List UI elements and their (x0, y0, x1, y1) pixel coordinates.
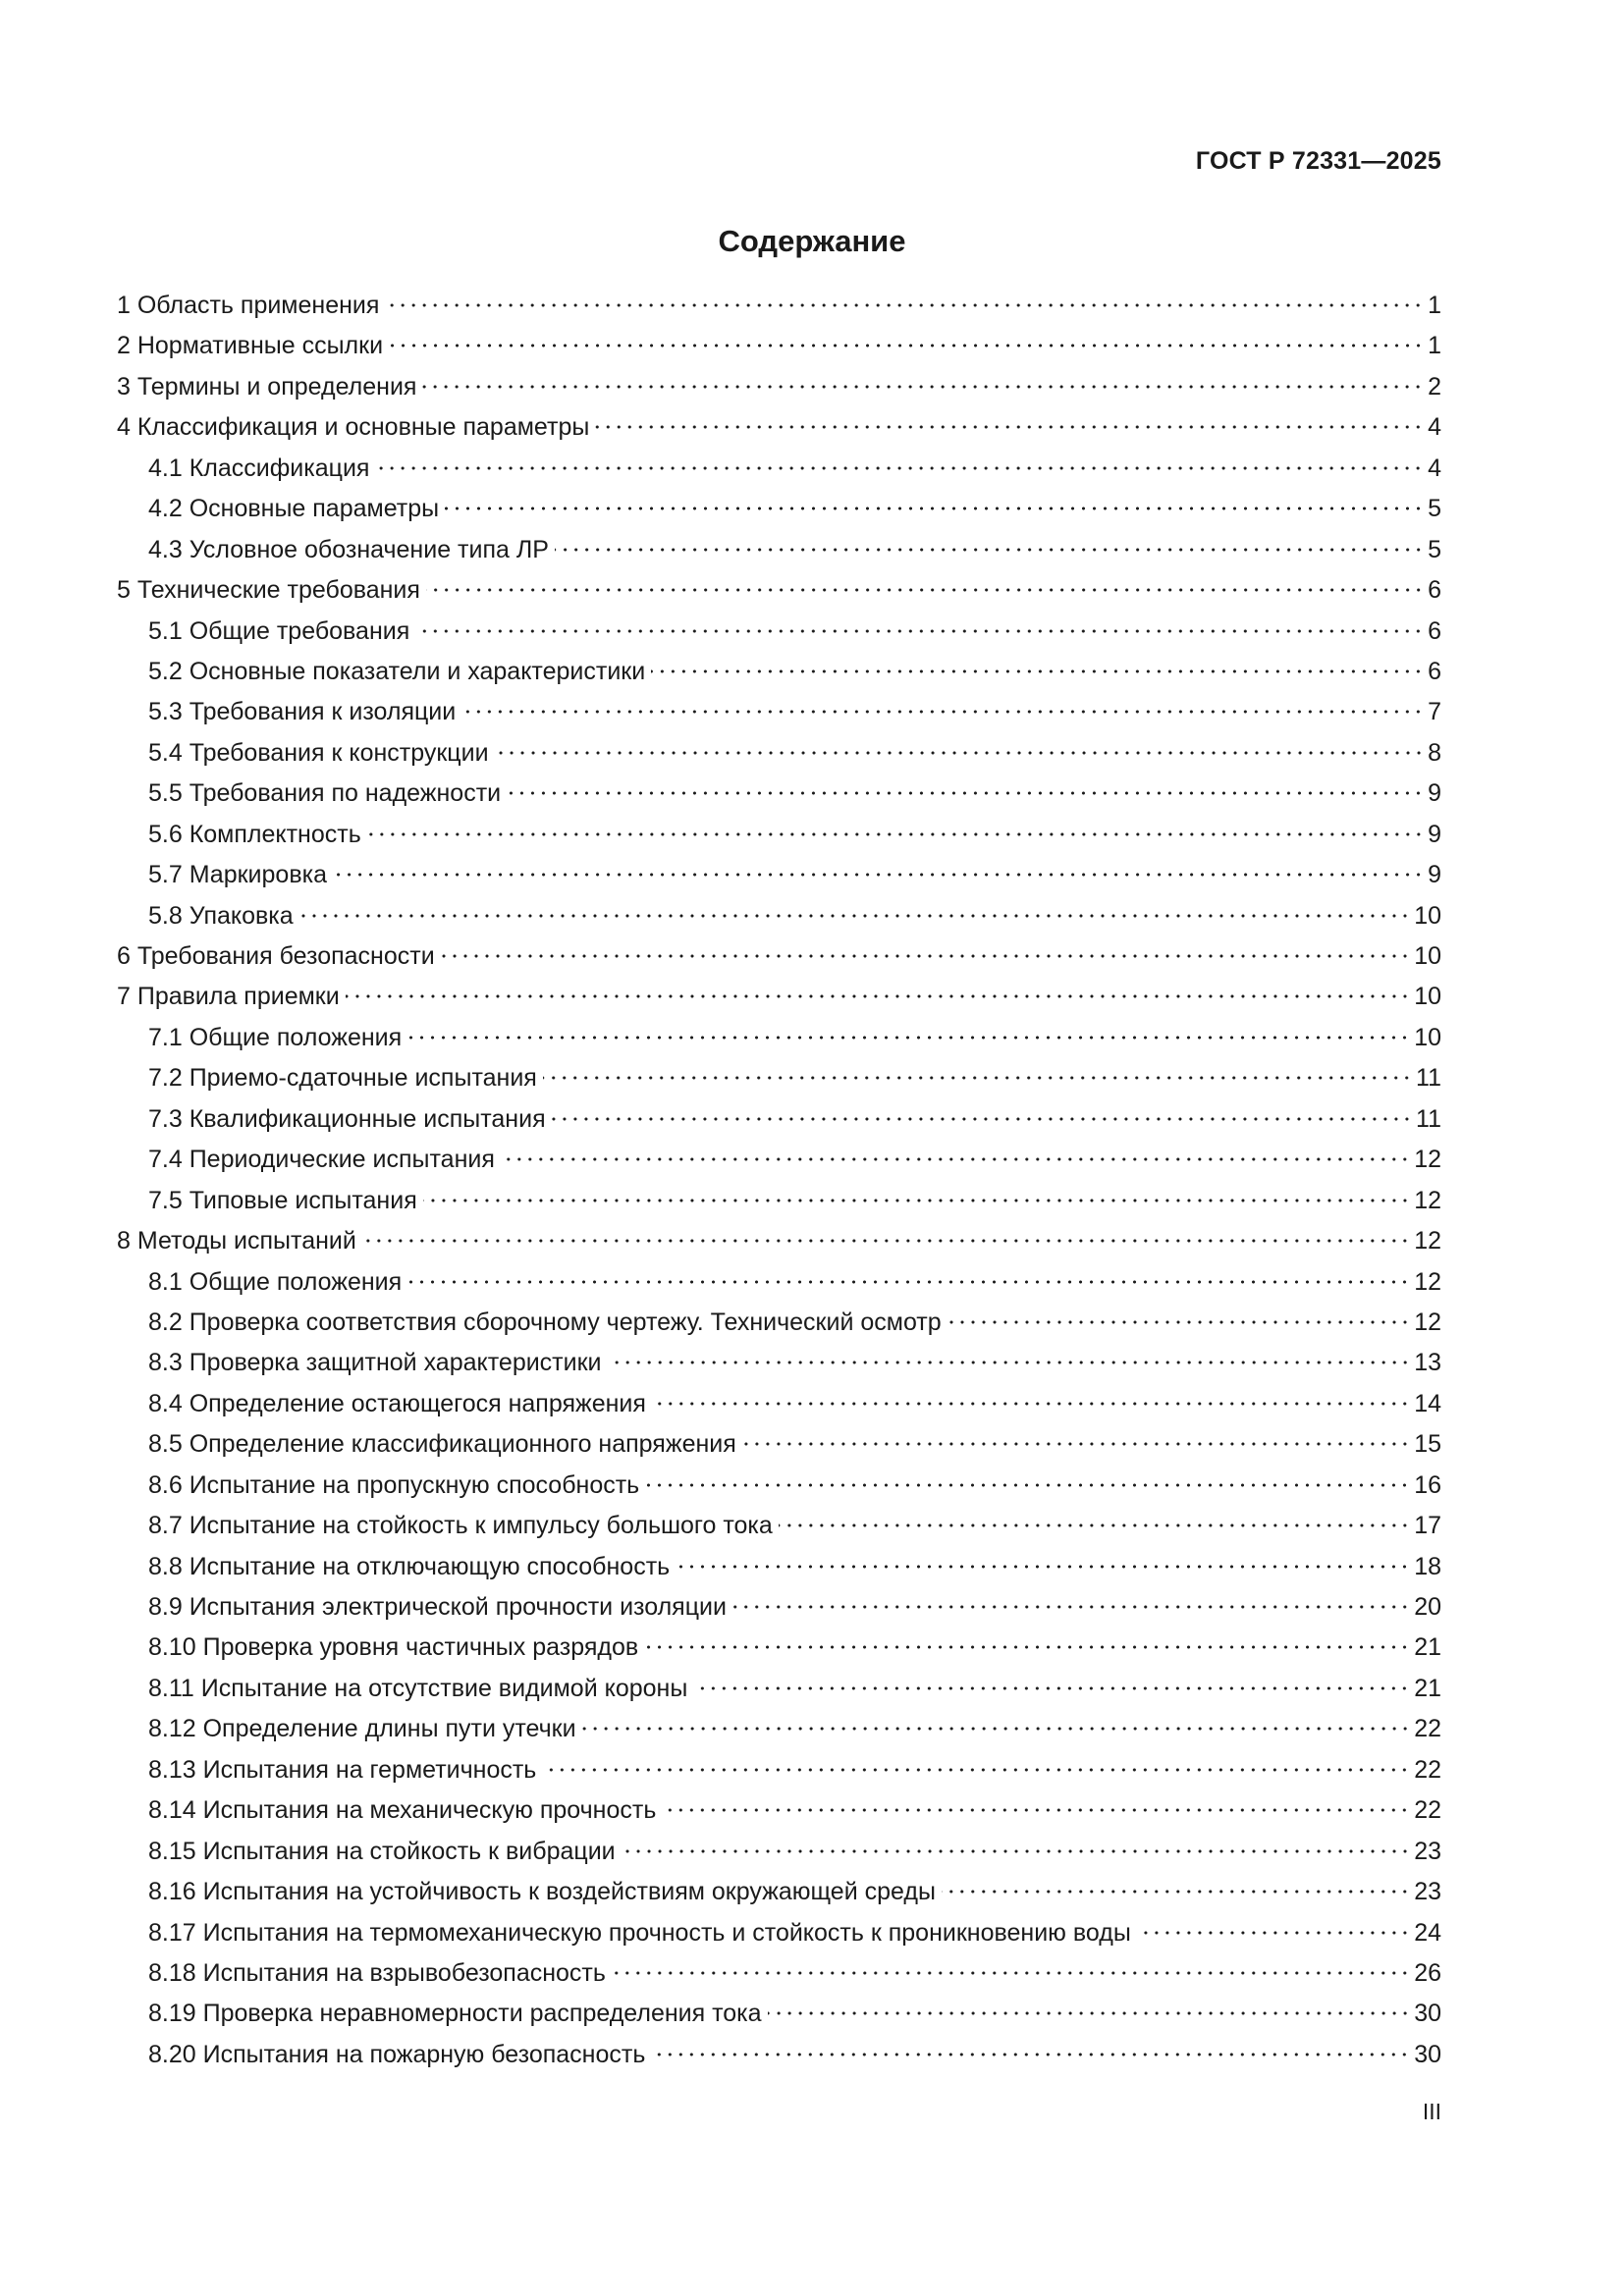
dot-leader (423, 1199, 1410, 1202)
toc-entry-page: 9 (1428, 820, 1441, 848)
toc-entry-page: 24 (1414, 1918, 1441, 1947)
toc-entry-title: 4.3 Условное обозначение типа ЛР (148, 535, 549, 563)
toc-entry-title: 8.17 Испытания на термомеханическую прочность и стойкость к проникновению воды (148, 1918, 1131, 1947)
toc-entry[interactable] (117, 1628, 1441, 1668)
toc-entry-page: 10 (1414, 942, 1441, 970)
toc-entry-title: 8.13 Испытания на герметичность (148, 1755, 537, 1784)
toc-entry[interactable] (117, 530, 1441, 570)
toc-entry[interactable] (117, 1506, 1441, 1546)
dot-leader (501, 1157, 1410, 1161)
toc-entry-title: 8.5 Определение классификационного напряжения (148, 1430, 736, 1459)
toc-entry-page: 22 (1414, 1755, 1441, 1784)
dot-leader (333, 873, 1424, 877)
toc-entry-title: 8.4 Определение остающегося напряжения (148, 1389, 646, 1417)
toc-entry-title: 8.6 Испытание на пропускную способность (148, 1470, 640, 1499)
toc-entry-title: 5.2 Основные показатели и характеристики (148, 657, 646, 685)
toc-entry[interactable] (117, 2035, 1441, 2075)
dot-leader (415, 629, 1424, 633)
toc-entry[interactable] (117, 1181, 1441, 1221)
toc-entry-page: 10 (1414, 901, 1441, 930)
toc-entry-page: 22 (1414, 1715, 1441, 1743)
toc-entry-title: 5.4 Требования к конструкции (148, 738, 489, 767)
toc-entry-title: 1 Область применения (117, 292, 380, 319)
toc-entry-title: 8.14 Испытания на механическую прочность (148, 1796, 657, 1825)
toc-entry-page: 20 (1414, 1593, 1441, 1621)
toc-entry-page: 21 (1414, 1633, 1441, 1662)
toc-entry-page: 30 (1414, 2000, 1441, 2028)
toc-title: Содержание (718, 224, 906, 258)
dot-leader (768, 2011, 1411, 2015)
dot-leader (507, 791, 1424, 795)
dot-leader (676, 1565, 1410, 1569)
dot-leader (426, 588, 1424, 592)
dot-leader (582, 1727, 1411, 1731)
dot-leader (651, 669, 1424, 673)
toc-entry-page: 6 (1428, 657, 1441, 685)
toc-entry-page: 13 (1414, 1349, 1441, 1377)
toc-entry[interactable] (117, 1303, 1441, 1343)
toc-entry[interactable] (117, 286, 1441, 326)
toc-entry-title: 5.1 Общие требования (148, 616, 410, 645)
toc-entry-page: 5 (1428, 495, 1441, 523)
toc-entry-title: 7.5 Типовые испытания (148, 1186, 417, 1214)
dot-leader (495, 751, 1425, 755)
toc-entry[interactable] (117, 815, 1441, 855)
toc-entry[interactable] (117, 733, 1441, 774)
toc-entry-page: 12 (1414, 1186, 1441, 1214)
dot-leader (385, 303, 1424, 307)
dot-leader (622, 1849, 1411, 1853)
toc-entry-page: 15 (1414, 1430, 1441, 1459)
toc-entry-page: 12 (1414, 1267, 1441, 1296)
toc-entry-title: 5.6 Комплектность (148, 820, 361, 848)
toc-entry[interactable] (117, 855, 1441, 895)
dot-leader (542, 1768, 1410, 1772)
toc-entry[interactable] (117, 570, 1441, 611)
toc-entry-page: 10 (1414, 983, 1441, 1011)
document-code: ГОСТ Р 72331—2025 (1195, 147, 1441, 175)
toc-entry-title: 7 Правила приемки (117, 983, 340, 1011)
toc-entry-title: 8.10 Проверка уровня частичных разрядов (148, 1633, 639, 1662)
toc-entry-title: 8.18 Испытания на взрывобезопасность (148, 1958, 606, 1987)
toc-entry-title: 7.3 Квалификационные испытания (148, 1104, 546, 1133)
toc-entry[interactable] (117, 1466, 1441, 1506)
toc-entry-title: 8.16 Испытания на устойчивость к воздействиям окружающей среды (148, 1878, 936, 1906)
table-of-contents (117, 286, 1441, 2075)
toc-entry[interactable] (117, 1140, 1441, 1180)
toc-entry-title: 7.4 Периодические испытания (148, 1146, 495, 1174)
toc-entry-title: 8 Методы испытаний (117, 1227, 356, 1255)
toc-entry[interactable] (117, 692, 1441, 732)
toc-entry-title: 8.12 Определение длины пути утечки (148, 1715, 576, 1743)
dot-leader (732, 1605, 1410, 1609)
dot-leader (407, 1280, 1410, 1284)
toc-entry[interactable] (117, 1018, 1441, 1058)
toc-entry-page: 14 (1414, 1389, 1441, 1417)
toc-entry-page: 23 (1414, 1837, 1441, 1865)
dot-leader (742, 1442, 1410, 1446)
toc-entry-page: 23 (1414, 1878, 1441, 1906)
dot-leader (644, 1645, 1410, 1649)
dot-leader (693, 1686, 1410, 1690)
toc-entry[interactable] (117, 1547, 1441, 1587)
toc-entry-title: 8.7 Испытание на стойкость к импульсу большого тока (148, 1512, 773, 1540)
toc-entry[interactable] (117, 1587, 1441, 1628)
toc-entry-page: 2 (1428, 372, 1441, 400)
dot-leader (1137, 1931, 1410, 1935)
dot-leader (367, 832, 1424, 836)
toc-entry-title: 7.1 Общие положения (148, 1023, 403, 1051)
toc-entry-page: 30 (1414, 2040, 1441, 2068)
dot-leader (375, 466, 1424, 470)
toc-entry-title: 8.2 Проверка соответствия сборочному чертежу. Технический осмотр (148, 1308, 942, 1336)
toc-entry-title: 6 Требования безопасности (117, 942, 435, 970)
toc-entry-title: 4.2 Основные параметры (148, 495, 440, 523)
toc-entry-title: 7.2 Приемо-сдаточные испытания (148, 1064, 537, 1093)
toc-entry-page: 9 (1428, 779, 1441, 808)
toc-entry[interactable] (117, 612, 1441, 652)
toc-entry[interactable] (117, 326, 1441, 366)
toc-entry-page: 6 (1428, 616, 1441, 645)
toc-entry-title: 5 Технические требования (117, 576, 420, 605)
dot-leader (445, 507, 1424, 510)
toc-entry[interactable] (117, 1709, 1441, 1749)
toc-entry-title: 2 Нормативные ссылки (117, 332, 384, 360)
toc-entry-title: 8.8 Испытание на отключающую способность (148, 1552, 671, 1580)
toc-entry[interactable] (117, 407, 1441, 448)
toc-entry-title: 5.8 Упаковка (148, 901, 294, 930)
toc-entry-page: 4 (1428, 454, 1441, 482)
dot-leader (422, 385, 1424, 389)
toc-entry[interactable] (117, 1790, 1441, 1831)
toc-entry-page: 12 (1414, 1146, 1441, 1174)
toc-entry[interactable] (117, 1953, 1441, 1994)
toc-entry[interactable] (117, 936, 1441, 977)
toc-entry-page: 1 (1428, 332, 1441, 360)
toc-entry[interactable] (117, 896, 1441, 936)
toc-entry[interactable] (117, 1384, 1441, 1424)
dot-leader (612, 1971, 1410, 1975)
toc-entry[interactable] (117, 1994, 1441, 2034)
toc-entry[interactable] (117, 1750, 1441, 1790)
toc-entry-page: 16 (1414, 1470, 1441, 1499)
toc-entry-page: 22 (1414, 1796, 1441, 1825)
toc-entry-title: 8.9 Испытания электрической прочности изоляции (148, 1593, 727, 1621)
toc-entry-title: 3 Термины и определения (117, 372, 417, 400)
toc-entry[interactable] (117, 1058, 1441, 1098)
toc-entry-page: 4 (1428, 413, 1441, 442)
toc-entry-page: 7 (1428, 698, 1441, 726)
dot-leader (652, 1402, 1410, 1406)
toc-entry[interactable] (117, 1262, 1441, 1303)
page-number: III (1422, 2099, 1441, 2124)
dot-leader (346, 994, 1410, 998)
toc-entry[interactable] (117, 1872, 1441, 1912)
dot-leader (942, 1890, 1410, 1894)
toc-entry-page: 12 (1414, 1227, 1441, 1255)
toc-entry-title: 4.1 Классификация (148, 454, 370, 482)
toc-entry-title: 5.7 Маркировка (148, 861, 327, 889)
toc-entry-page: 21 (1414, 1674, 1441, 1702)
dot-leader (651, 2053, 1410, 2056)
dot-leader (595, 425, 1424, 429)
toc-entry-page: 9 (1428, 861, 1441, 889)
toc-entry-title: 8.19 Проверка неравномерности распределения тока (148, 2000, 762, 2028)
toc-entry[interactable] (117, 1221, 1441, 1261)
toc-entry[interactable] (117, 977, 1441, 1017)
toc-entry-page: 18 (1414, 1552, 1441, 1580)
toc-entry-title: 5.5 Требования по надежности (148, 779, 502, 808)
dot-leader (555, 548, 1424, 552)
toc-entry-title: 8.1 Общие положения (148, 1267, 403, 1296)
toc-entry[interactable] (117, 1832, 1441, 1872)
dot-leader (461, 710, 1424, 714)
toc-entry-title: 8.3 Проверка защитной характеристики (148, 1349, 602, 1377)
toc-entry-page: 17 (1414, 1512, 1441, 1540)
toc-entry-title: 8.15 Испытания на стойкость к вибрации (148, 1837, 616, 1865)
toc-entry-page: 26 (1414, 1958, 1441, 1987)
dot-leader (362, 1239, 1410, 1243)
toc-entry-page: 10 (1414, 1023, 1441, 1051)
toc-entry[interactable] (117, 652, 1441, 692)
toc-entry[interactable] (117, 1913, 1441, 1953)
dot-leader (389, 344, 1424, 347)
toc-entry[interactable] (117, 449, 1441, 489)
dot-leader (552, 1117, 1412, 1121)
toc-entry-title: 5.3 Требования к изоляции (148, 698, 457, 726)
dot-leader (947, 1320, 1411, 1324)
toc-entry[interactable] (117, 489, 1441, 529)
toc-entry[interactable] (117, 1099, 1441, 1140)
dot-leader (543, 1076, 1412, 1080)
toc-entry[interactable] (117, 367, 1441, 407)
dot-leader (779, 1523, 1410, 1527)
toc-entry[interactable] (117, 774, 1441, 814)
dot-leader (299, 914, 1410, 918)
toc-entry-page: 11 (1416, 1104, 1441, 1133)
toc-entry-page: 11 (1416, 1064, 1441, 1093)
toc-entry-page: 12 (1414, 1308, 1441, 1336)
toc-entry-page: 6 (1428, 576, 1441, 605)
toc-entry-title: 4 Классификация и основные параметры (117, 413, 590, 442)
toc-entry-page: 5 (1428, 535, 1441, 563)
dot-leader (662, 1808, 1410, 1812)
toc-entry-page: 1 (1428, 292, 1441, 319)
dot-leader (407, 1036, 1410, 1040)
toc-entry[interactable] (117, 1669, 1441, 1709)
toc-entry[interactable] (117, 1424, 1441, 1465)
toc-entry-page: 8 (1428, 738, 1441, 767)
toc-entry-title: 8.20 Испытания на пожарную безопасность (148, 2040, 646, 2068)
dot-leader (645, 1483, 1410, 1487)
dot-leader (608, 1361, 1411, 1364)
dot-leader (441, 954, 1411, 958)
toc-entry-title: 8.11 Испытание на отсутствие видимой короны (148, 1674, 688, 1702)
toc-entry[interactable] (117, 1343, 1441, 1383)
